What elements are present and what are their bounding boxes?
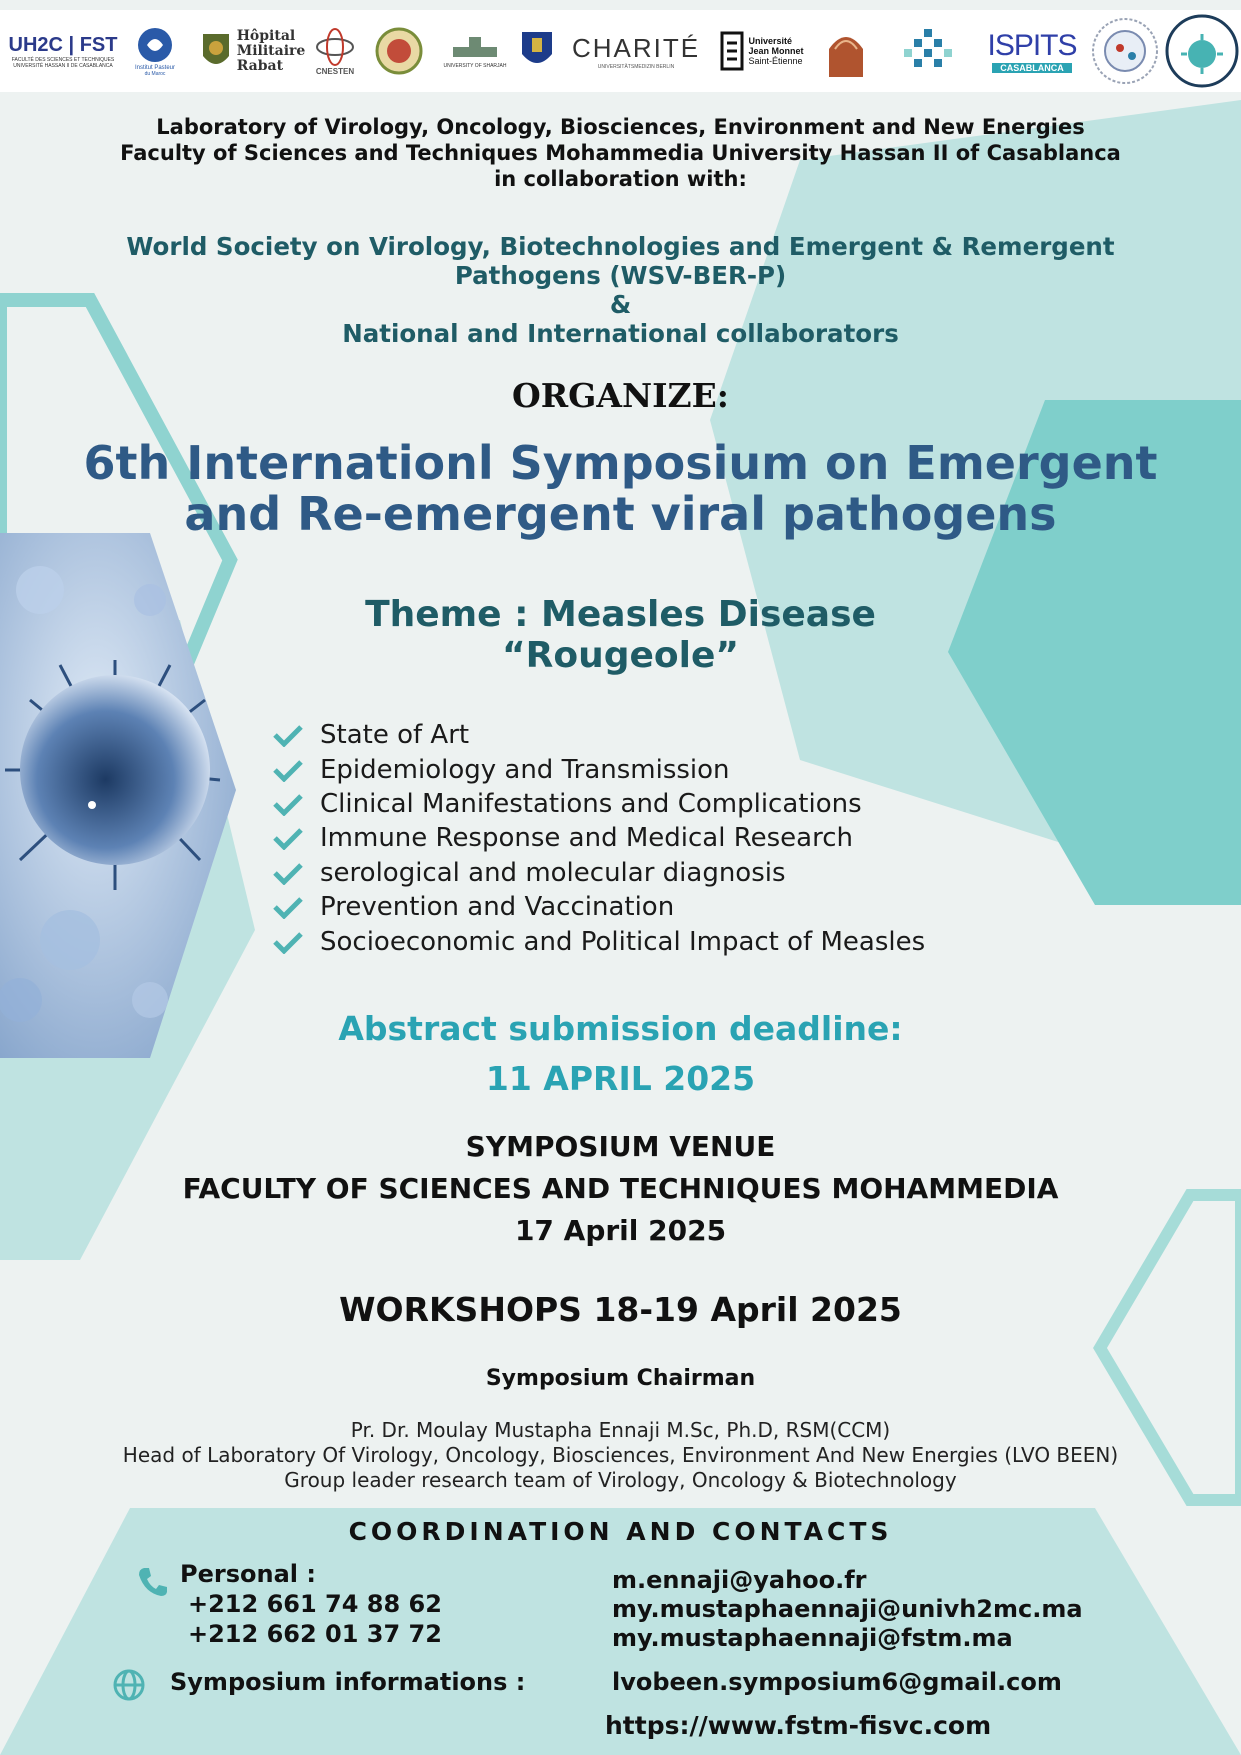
list-item — [272, 718, 925, 752]
venue-place: FACULTY OF SCIENCES AND TECHNIQUES MOHAMMEDIA — [182, 1172, 1059, 1205]
partner-logo-strip — [0, 10, 1241, 92]
abstract-deadline — [0, 1004, 1241, 1104]
website-link[interactable]: https://www.fstm-fisvc.com — [605, 1711, 992, 1740]
email-link[interactable]: my.mustaphaennaji@fstm.ma — [612, 1624, 1013, 1652]
pasteur-emblem-icon — [135, 25, 175, 65]
symposium-venue — [0, 1126, 1241, 1252]
chairman-role: Head of Laboratory Of Virology, Oncology, Biosciences, Environment And New Energies (LVO BEEN) — [122, 1443, 1119, 1467]
venue-date: 17 April 2025 — [514, 1214, 727, 1247]
checkmark-icon — [272, 895, 304, 919]
logo-hopital-line2: Militaire — [236, 42, 306, 59]
logo-cnesten — [308, 10, 362, 92]
globe-icon — [112, 1668, 146, 1702]
chairman-team: Group leader research team of Virology, Oncology & Biotechnology — [284, 1468, 957, 1492]
topic-label: Immune Response and Medical Research — [320, 823, 853, 854]
topic-label: Epidemiology and Transmission — [320, 754, 730, 785]
theme-line1: Theme : Measles Disease — [365, 594, 876, 635]
chairman-label: Symposium Chairman — [485, 1366, 756, 1391]
logo-pasteur-sub: du Maroc — [144, 71, 166, 77]
theme-heading — [0, 594, 1241, 676]
organize-heading: ORGANIZE: — [512, 376, 729, 415]
symposium-title-line1: 6th Internationl Symposium on Emergent — [83, 436, 1158, 490]
email-list — [612, 1566, 1083, 1653]
logo-pattern — [884, 10, 972, 92]
workshops-dates: WORKSHOPS 18-19 April 2025 — [339, 1290, 902, 1329]
logo-institut-pasteur — [124, 10, 186, 92]
list-item — [272, 890, 925, 924]
logo-uh2c-fst — [8, 10, 118, 92]
email-link[interactable]: my.mustaphaennaji@univh2mc.ma — [612, 1595, 1083, 1623]
logo-wsv-ber-p — [1164, 10, 1240, 92]
theme-line2: “Rougeole” — [501, 635, 740, 676]
list-item — [272, 924, 925, 958]
logo-hopital-line1: Hôpital — [236, 27, 296, 44]
military-crest-icon — [199, 28, 233, 74]
logo-ujm-line3: Saint-Étienne — [748, 56, 803, 66]
organizer-intro: Laboratory of Virology, Oncology, Biosciences, Environment and New Energies Faculty of Sciences and Techniques Mohammedia University Hassan II of Casablanca in collaboration with: — [120, 115, 1121, 191]
chairman-name: Pr. Dr. Moulay Mustapha Ennaji M.Sc, Ph.D, RSM(CCM) — [350, 1418, 891, 1442]
phone-number-2[interactable]: +212 662 01 37 72 — [188, 1620, 442, 1648]
checkmark-icon — [272, 861, 304, 885]
checkmark-icon — [272, 792, 304, 816]
logo-circle-network — [1088, 10, 1162, 92]
cnesten-atom-icon — [314, 27, 356, 67]
pattern-icon — [904, 27, 952, 75]
logo-ispits — [982, 10, 1082, 92]
logo-ispits-text: ISPITS — [987, 29, 1077, 62]
logo-uh2c-fst-text: UH2C | FST — [8, 33, 118, 56]
list-item — [272, 821, 925, 855]
topic-list — [272, 718, 925, 959]
logo-sharjah-text: UNIVERSITY OF SHARJAH — [443, 63, 507, 69]
network-circle-icon — [1090, 16, 1160, 86]
symposium-email-link[interactable]: lvobeen.symposium6@gmail.com — [612, 1668, 1062, 1696]
symposium-info-label: Symposium informations : — [170, 1668, 526, 1696]
logo-shield — [515, 10, 559, 92]
logo-ornament — [822, 10, 870, 92]
deadline-label: Abstract submission deadline: — [338, 1009, 903, 1048]
ornament-icon — [825, 21, 867, 81]
logo-hopital-line3: Rabat — [236, 57, 284, 74]
topic-label: Socioeconomic and Political Impact of Measles — [320, 926, 926, 957]
logo-uh2c-fst-sub2: UNIVERSITÉ HASSAN II DE CASABLANCA — [13, 62, 113, 69]
sharjah-building-icon — [447, 33, 503, 63]
phone-icon — [136, 1565, 170, 1599]
email-link[interactable]: m.ennaji@yahoo.fr — [612, 1566, 867, 1594]
shield-crest-icon — [519, 28, 555, 74]
topic-label: Prevention and Vaccination — [320, 892, 675, 923]
deadline-date: 11 APRIL 2025 — [485, 1059, 756, 1098]
list-item — [272, 752, 925, 786]
logo-cnesten-text: CNESTEN — [315, 66, 355, 76]
coordination-title: COORDINATION AND CONTACTS — [348, 1517, 893, 1546]
seal-icon — [374, 26, 424, 76]
logo-charite — [570, 10, 702, 92]
society-name: World Society on Virology, Biotechnologies and Emergent & Remergent Pathogens (WSV-BER-P) — [126, 232, 1115, 290]
logo-pasteur-text: Institut Pasteur — [134, 65, 176, 71]
personal-label: Personal : — [180, 1560, 316, 1588]
topic-label: Clinical Manifestations and Complications — [320, 788, 862, 819]
list-item — [272, 856, 925, 890]
venue-label: SYMPOSIUM VENUE — [465, 1130, 776, 1163]
checkmark-icon — [272, 723, 304, 747]
list-item — [272, 787, 925, 821]
chairman-details — [0, 1418, 1241, 1493]
logo-uh2c-fst-sub: FACULTÉ DES SCIENCES ET TECHNIQUES — [11, 56, 115, 63]
logo-university-sharjah — [440, 10, 510, 92]
logo-round-seal — [372, 10, 426, 92]
logo-charite-sub: UNIVERSITÄTSMEDIZIN BERLIN — [597, 63, 675, 70]
checkmark-icon — [272, 826, 304, 850]
logo-hopital-militaire — [198, 10, 306, 92]
society-ampersand: & — [609, 290, 632, 319]
checkmark-icon — [272, 930, 304, 954]
checkmark-icon — [272, 758, 304, 782]
logo-ujm-line2: Jean Monnet — [748, 46, 804, 56]
topic-label: State of Art — [320, 720, 470, 751]
society-collaborators: National and International collaborators — [342, 319, 899, 348]
logo-ujm-line1: Université — [748, 36, 793, 46]
logo-charite-text: CHARITÉ — [571, 32, 701, 63]
logo-ujm — [714, 10, 810, 92]
ujm-mark-icon — [720, 31, 744, 71]
topic-label: serological and molecular diagnosis — [320, 857, 786, 888]
wsv-virus-seal-icon — [1165, 14, 1239, 88]
logo-ispits-sub: CASABLANCA — [992, 63, 1072, 73]
symposium-title-line2: and Re-emergent viral pathogens — [184, 487, 1057, 541]
collaborator-society — [0, 232, 1241, 348]
phone-number-1[interactable]: +212 661 74 88 62 — [188, 1590, 442, 1618]
symposium-title — [0, 438, 1241, 540]
